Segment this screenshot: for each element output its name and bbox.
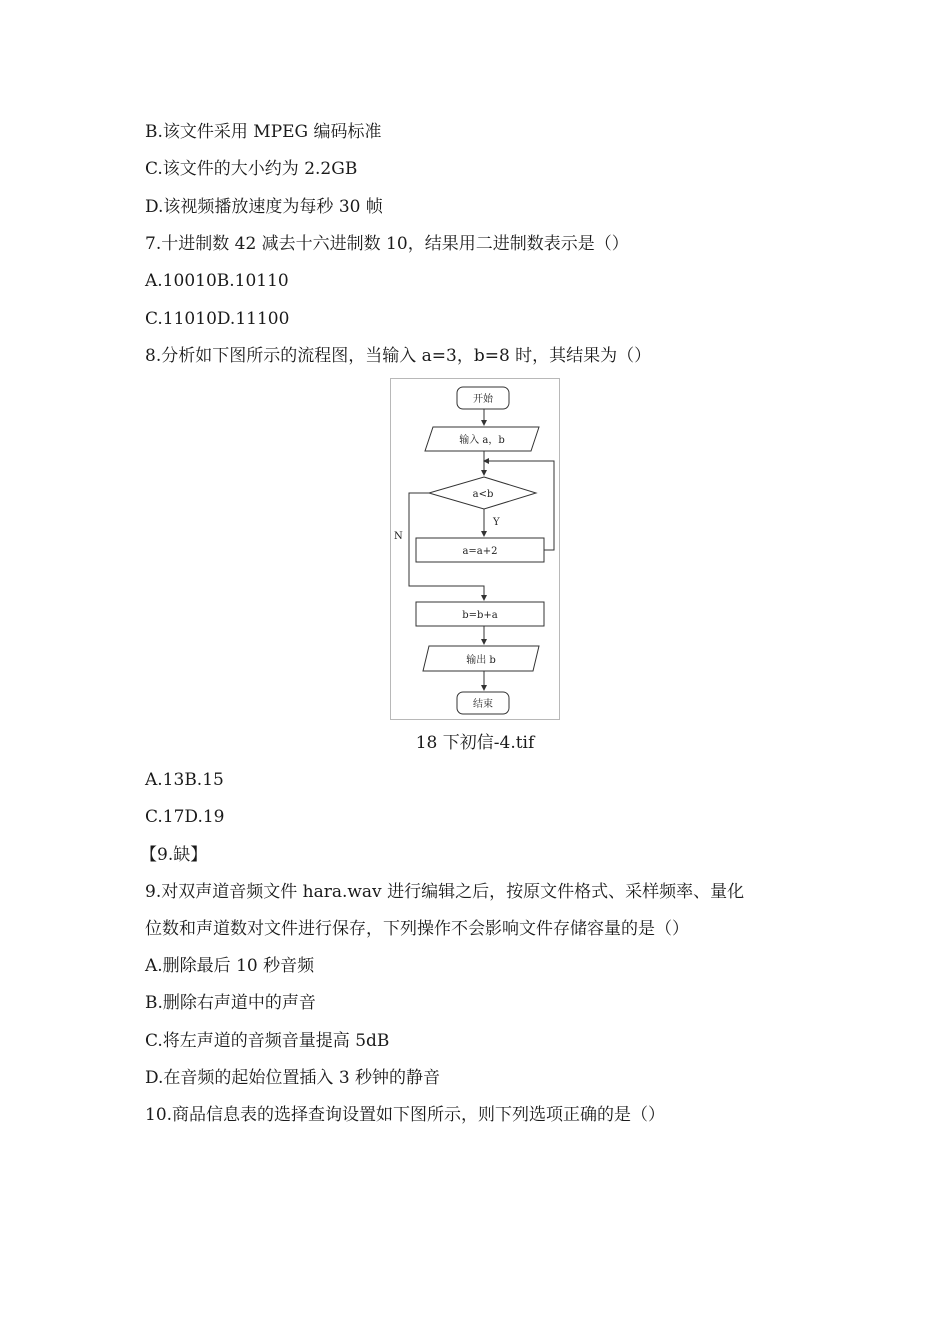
loop-step-label: a=a+2 bbox=[462, 546, 498, 557]
q8-options-ab: A.13B.15 bbox=[145, 770, 224, 790]
q9-option-a: A.删除最后 10 秒音频 bbox=[145, 956, 315, 976]
option-c: C.该文件的大小约为 2.2GB bbox=[145, 159, 358, 179]
q8-options-cd: C.17D.19 bbox=[145, 807, 225, 827]
output-label: 输出 b bbox=[466, 655, 496, 666]
q9-option-c: C.将左声道的音频音量提高 5dB bbox=[145, 1031, 390, 1051]
figure-caption: 18 下初信-4.tif bbox=[415, 733, 535, 753]
after-step-label: b=b+a bbox=[462, 610, 498, 621]
q7-options-ab: A.10010B.10110 bbox=[145, 271, 289, 291]
option-b: B.该文件采用 MPEG 编码标准 bbox=[145, 122, 382, 142]
condition-label: a<b bbox=[472, 489, 494, 500]
flowchart-svg bbox=[391, 379, 561, 721]
start-label: 开始 bbox=[473, 394, 493, 405]
q7-options-cd: C.11010D.11100 bbox=[145, 309, 290, 329]
question-8: 8.分析如下图所示的流程图，当输入 a=3，b=8 时，其结果为（） bbox=[145, 346, 652, 366]
question-10: 10.商品信息表的选择查询设置如下图所示，则下列选项正确的是（） bbox=[145, 1105, 666, 1125]
no-label: N bbox=[394, 531, 403, 542]
q9-option-d: D.在音频的起始位置插入 3 秒钟的静音 bbox=[145, 1068, 441, 1088]
q9-option-b: B.删除右声道中的声音 bbox=[145, 993, 316, 1013]
input-label: 输入 a，b bbox=[459, 435, 505, 446]
question-9-line-2: 位数和声道数对文件进行保存，下列操作不会影响文件存储容量的是（） bbox=[145, 919, 689, 939]
option-d: D.该视频播放速度为每秒 30 帧 bbox=[145, 197, 383, 217]
question-7: 7.十进制数 42 减去十六进制数 10，结果用二进制数表示是（） bbox=[145, 234, 629, 254]
missing-note: 【9.缺】 bbox=[140, 845, 208, 865]
yes-label: Y bbox=[493, 517, 500, 528]
end-label: 结束 bbox=[473, 699, 493, 710]
question-9-line-1: 9.对双声道音频文件 hara.wav 进行编辑之后，按原文件格式、采样频率、量化 bbox=[145, 882, 745, 902]
flowchart-figure bbox=[390, 378, 560, 720]
